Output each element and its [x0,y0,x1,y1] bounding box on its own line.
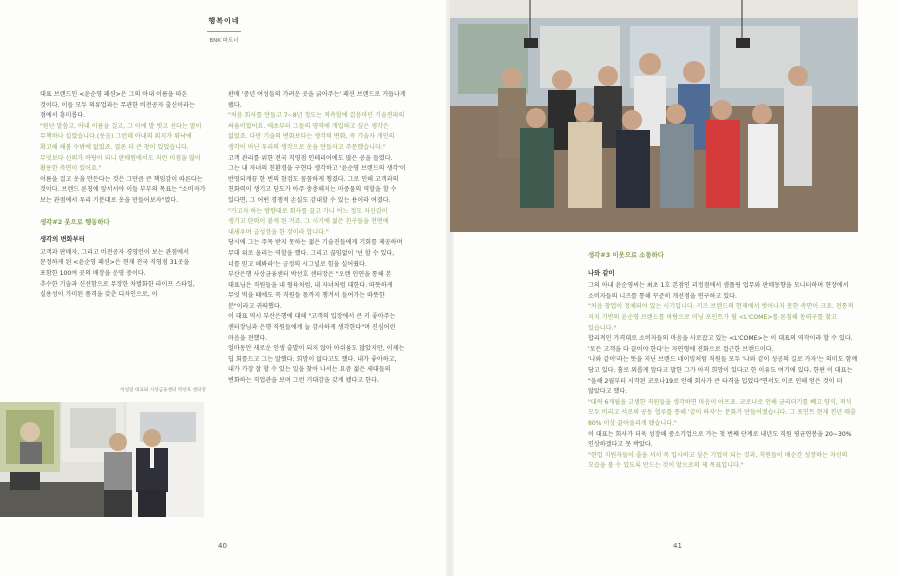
paragraph: 대표 브랜드인 <윤순영 패션>은 그의 아내 이름을 따온 것이다. 이들 모두 의류업과는 무관한 비전공자 출신이라는 점에서 흥미롭다. [40,91,195,120]
section-2-subtitle: 생각의 변화부터 [40,236,85,244]
office-photo [0,402,204,517]
quote-paragraph: "처음 회사를 만들고 7~8년 정도는 적측할에 걸음마던 기술전파의 싸움이었어요. 애초부터 그들의 영역에 개입하고 싶은 생각은 없었죠. 다만 기술의 변화보다는 생각의 변화, 즉 기술자 개인의 생각이 아닌 우리의 생각으로 옷을 만들자고 주문했습니다." [228,112,405,151]
header-rule [207,31,241,32]
paragraph: '나와 같이'라는 뜻을 지닌 브랜드 네이밍처럼 직원들 모두 '나와 같이 성공의 길로 가자'는 의미도 함께 담고 있다. 홀로 외롭게 앞다고 말한 그가 아직 희망이 있다고 한 이유도 여기에 있다. 한편 이 대표는 "올해 2월부터 시작된 코로나19로 인해 회사가 큰 타격을 입었다"면서도 이로 인해 얻은 것이 더 많았다고 했다. [588,356,858,396]
page-number-right: 41 [673,542,682,550]
left-page [0,0,448,576]
paragraph: 합리적인 가격대로 소비자들의 마음을 사로잡고 있는 <L'COME>는 이 대표의 역작이라 할 수 있다. '모든 고객을 다 끌어야 한다'는 자연형에 진화으로 접근한 브랜드이다. [588,335,853,353]
paragraph: 부산은행 사상금융센터 박선호 센터장은 "오랜 인연을 통해 본 대표님은 직원들을 내 혈육처럼, 내 자녀처럼 대한다. 따뜻하게 무엇 먹을 때에도 꼭 직원들 몫까지 챙겨서 들여가는 따뜻한 분"이라고 귀띄했다. [228,271,393,310]
section-2-title: 생각#2 옷으로 행동하다 [40,217,110,226]
paragraph: 고객 관리를 위한 전국 직영점 인테리어에도 많은 공을 들였다. 그는 내 자녀의 친환경을 구현다 생각하고 '윤순영 브랜드의 생각'이 반영되게끔 한 번의 참검도 꼼꼼하게 챙겼다. 그로 인해 고객과의 친화력이 생기고 딛도가 아주 충충해지는 마중물의 역할을 할 수 있다면, 그 어떤 경쟁적 손실도 감내할 수 있는 용이라 여겼다. [228,154,406,204]
paragraph: 이름을 걸고 옷을 만든다는 것은 그만큼 큰 책임감이 따른다는 것이다. 브랜드 론칭에 앞서서야 이들 부부의 목표는 "소비자가 보는 관점에서 우리 기분대로 옷을 만들어보자"였다. [40,175,206,204]
header-title: 행복이네 [208,17,240,25]
left-column-2 [228,90,406,387]
office-photo-illustration [0,402,204,517]
right-page [452,0,900,576]
section-3-title: 생각#3 이웃으로 소통하다 [588,251,664,259]
quote-paragraph: "가고자 하는 방향대로 회사를 끌고 가니 어느 정도 자신감이 생기고 탄력이 붙게 된 거죠. 그 시기에 젊은 친구들을 전면에 내세우며 급성장을 한 것이라 합니다." [228,207,389,236]
quote-paragraph: "대략 6개월을 고생한 직원들을 생각하면 마음이 아프죠. 코로나로 인해 금리더기를 빼고 양식, 적식 모두 비리고 서로의 공동 협루를 통해 '같이 하자'는 문화가 만들어졌습니다. 그 포인트 현재 전년 매출 80% 이상 끌어올리게 됐습니다." [588,398,856,427]
page-number-left: 40 [218,542,227,550]
right-column [588,250,858,472]
photo-caption: 이일달 대표와 사상금융센터 박선호 센터장 [120,388,206,393]
paragraph: 이 대표 역시 부산은행에 대해 "고객의 입장에서 큰 키 좋아주는 센터장님과 은행 직원들에게 늘 감사하게 생각한다"며 진심어린 마음을 전했다. [228,313,396,342]
section-3-subtitle: 나와 같이 [588,269,615,277]
paragraph: 그의 아내 윤순영씨는 최초 1호 본점인 괴정점에서 샘플링 업무와 판매동향을 모니터하며 현장에서 소비자들의 니즈를 통해 꾸준히 개선점을 연구하고 있다. [588,282,849,300]
left-column-1 [40,90,206,301]
paragraph: 당시에 그는 주목 받지 못하는 젊은 기술진들에게 기회를 제공하며 무대 위로 올리는 역할을 했다. 그리고 끊임없이 '넌 할 수 있다, 너를 믿고 해봐라'는 긍정의 시그널로 힘을 실어줬다. [228,239,403,268]
header-subtitle: BNK 파트너 [209,38,239,44]
paragraph: 추수한 기술과 신선함으로 무장한 차별화한 라이프 스타일, 실용성이 가미된 품격을 갖춘 디자인으로, 이 [40,280,195,299]
quote-paragraph: "원단 말씀고, 아내 이름을 걸고, 그 이에 발 벗고 선다는 말이 무책하나 실었습니다.(웃음) 그런데 아내의 외지가 워낙에 확고해 해볼 수밖에 없었죠. 결론 더 큰 창이 있었습니다. 무엇보다 신뢰가 바탕이 되니 판매원에서도 지런 이점을 많이 활용한 측면이 있어요." [40,122,202,173]
paragraph: 판매 '중년 여성들의 가려운 곳을 긁어주는' 패션 브랜드로 거듭나게 됐다. [228,91,406,109]
paragraph: 얼마동안 새로운 인생 출발이 되지 않아 아쉬움도 많았지만, 이제는 딥 회를드고 그는 말했다. 희망이 없다고도 했다. 내가 좋아하고, 내가 가장 잘 할 수 있는 일을 찾아 나서는 요즘 젊은 세대들의 변화하는 직업관을 보며 그런 기대감을 갖게 됐다고 한다. [228,345,405,385]
quote-paragraph: "처음 창업이 정체되어 있는 시기입니다. 키즈 브랜드의 현재에서 벗어나지 못한 측면이 크죠. 전통적 지지 기반의 윤순영 브랜드를 바탕으로 미닝 포인트가 될 <L'COME>를 론칭해 동력구를 찾고 있습니다." [588,303,854,332]
page-header [0,16,448,44]
paragraph: 고객과 판매자, 그리고 비전공자 경영인이 보는 관점에서 문정하게 된 <윤순영 패션>은 현재 전국 직영점 31곳을 포함한 100여 곳의 매장을 운영 중이다. [40,248,190,277]
quote-paragraph: "현업 지원자들이 줄을 서서 꼭 입사하고 싶은 기업이 되는 것과, 직원들이 배순간 성장하는 자신의 모습을 볼 수 있도록 만드는 것이 앞으로의 제 목표입니다." [588,451,848,470]
paragraph: 이 대표는 회사가 더욱 성장해 중소기업으로 가는 첫 번째 단계로 내년도 직원 평균연봉을 20~30% 인상하겠다고 못 박았다. [588,430,852,449]
